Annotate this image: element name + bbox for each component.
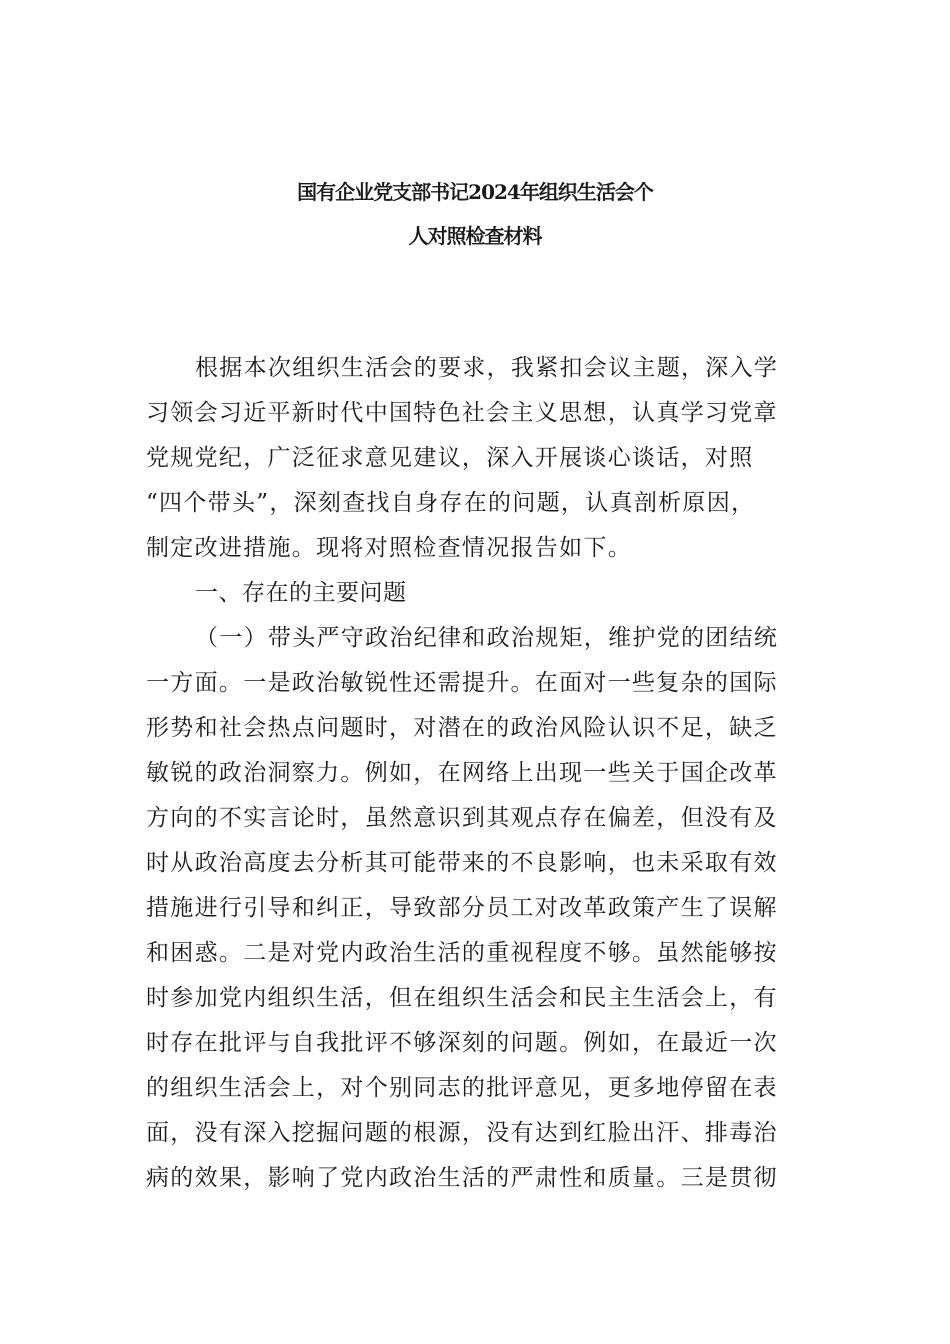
paragraph-line: 时参加党内组织生活，但在组织生活会和民主生活会上，有 (146, 985, 778, 1011)
paragraph-line: 制定改进措施。现将对照检查情况报告如下。 (146, 535, 632, 561)
paragraph-line: 措施进行引导和纠正，导致部分员工对改革政策产生了误解 (146, 895, 778, 921)
paragraph-line: “四个带头”，深刻查找自身存在的问题，认真剖析原因， (146, 490, 756, 516)
paragraph-line: 的组织生活会上，对个别同志的批评意见，更多地停留在表 (146, 1075, 778, 1101)
paragraph-line: 时从政治高度去分析其可能带来的不良影响，也未采取有效 (146, 850, 778, 876)
paragraph-line: 敏锐的政治洞察力。例如，在网络上出现一些关于国企改革 (146, 760, 778, 786)
paragraph-line: 习领会习近平新时代中国特色社会主义思想，认真学习党章 (146, 400, 778, 426)
paragraph-line: （一）带头严守政治纪律和政治规矩，维护党的团结统 (195, 625, 779, 651)
document-title-line-1: 国有企业党支部书记2024年组织生活会个 (297, 180, 653, 204)
paragraph-line: 病的效果，影响了党内政治生活的严肃性和质量。三是贯彻 (146, 1165, 778, 1191)
paragraph-line: 形势和社会热点问题时，对潜在的政治风险认识不足，缺乏 (146, 715, 778, 741)
paragraph-line: 根据本次组织生活会的要求，我紧扣会议主题，深入学 (195, 355, 779, 381)
document-title-line-2: 人对照检查材料 (408, 224, 542, 248)
paragraph-line: 面，没有深入挖掘问题的根源，没有达到红脸出汗、排毒治 (146, 1120, 778, 1146)
paragraph-line: 方向的不实言论时，虽然意识到其观点存在偏差，但没有及 (146, 805, 778, 831)
paragraph-line: 时存在批评与自我批评不够深刻的问题。例如，在最近一次 (146, 1030, 778, 1056)
paragraph-line: 一方面。一是政治敏锐性还需提升。在面对一些复杂的国际 (146, 670, 778, 696)
paragraph-line: 和困惑。二是对党内政治生活的重视程度不够。虽然能够按 (146, 940, 778, 966)
paragraph-line: 党规党纪，广泛征求意见建议，深入开展谈心谈话，对照 (146, 445, 754, 471)
section-heading: 一、存在的主要问题 (195, 580, 407, 606)
